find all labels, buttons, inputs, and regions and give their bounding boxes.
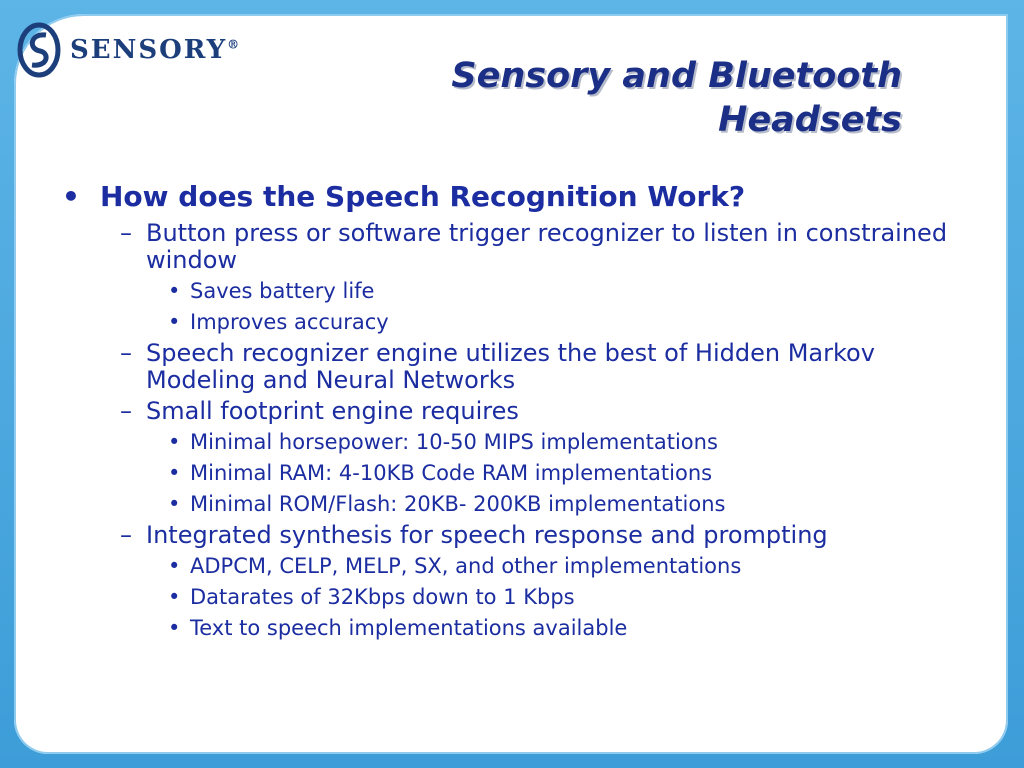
sensory-swirl-icon: [16, 21, 62, 79]
detail-item: • Minimal horsepower: 10-50 MIPS implementations: [168, 430, 718, 454]
detail-item: • Saves battery life: [168, 279, 375, 303]
sub-item: – Speech recognizer engine utilizes the best of Hidden Markov Modeling and Neural Networks: [120, 339, 875, 394]
detail-item: • Improves accuracy: [168, 310, 389, 334]
title-line-1: Sensory and Bluetooth: [451, 56, 902, 96]
detail-item: • Minimal ROM/Flash: 20KB- 200KB implementations: [168, 492, 726, 516]
sub-item: – Small footprint engine requires: [120, 397, 519, 425]
sub-item: – Button press or software trigger recognizer to listen in constrained window: [120, 219, 948, 274]
sensory-logo: [16, 18, 246, 82]
main-bullet: • How does the Speech Recognition Work?: [56, 178, 986, 216]
detail-item: • Text to speech implementations available: [168, 616, 628, 640]
detail-item: • Minimal RAM: 4-10KB Code RAM implementations: [168, 461, 713, 485]
title-line-2: Headsets: [718, 100, 902, 140]
detail-item: • ADPCM, CELP, MELP, SX, and other implementations: [168, 554, 742, 578]
slide-body: [56, 178, 986, 646]
slide-title: [282, 54, 902, 142]
logo-wordmark: SENSORY®: [70, 35, 240, 65]
sub-item: – Integrated synthesis for speech response and prompting: [120, 521, 828, 549]
detail-item: • Datarates of 32Kbps down to 1 Kbps: [168, 585, 575, 609]
